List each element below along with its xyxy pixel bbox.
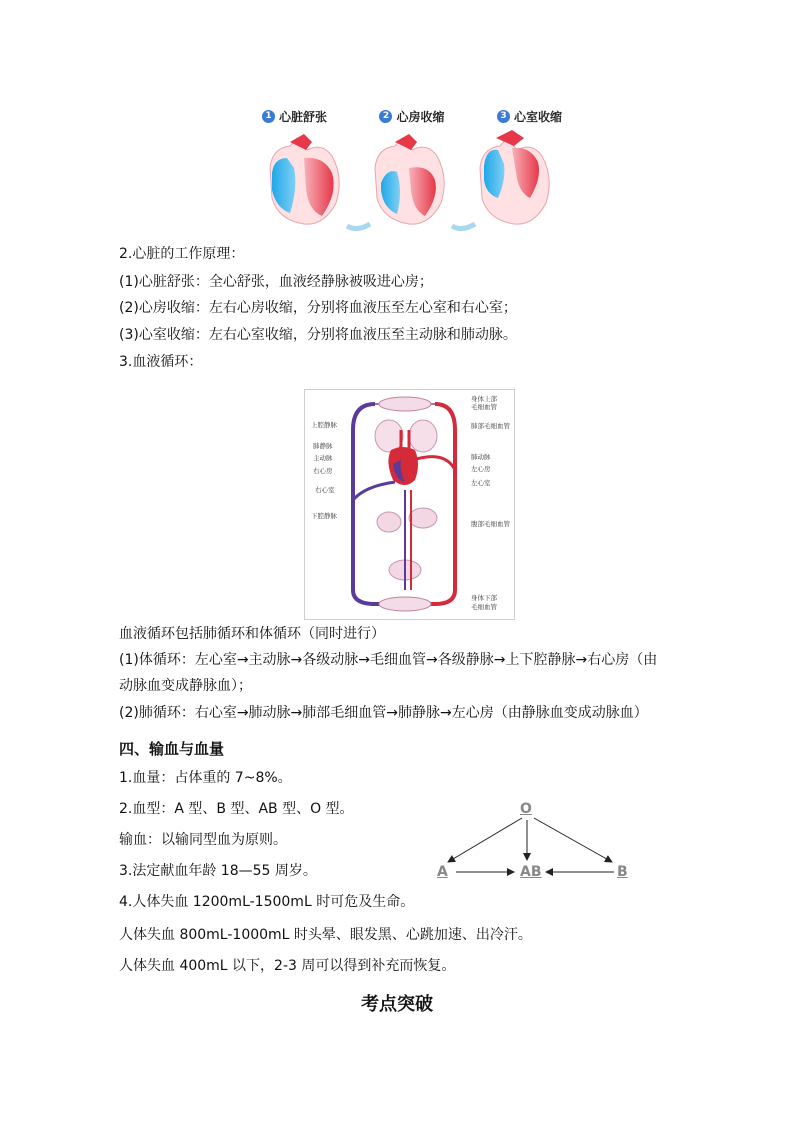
principle-item-2: (2)心房收缩：左右心房收缩，分别将血液压至左心室和右心室；: [119, 300, 517, 316]
blood-loss-3: 人体失血 400mL 以下，2-3 周可以得到补充而恢复。: [119, 958, 456, 974]
blood-volume: 1.血量：占体重的 7~8%。: [119, 770, 292, 786]
heart-stage-2: [379, 107, 444, 125]
systemic-circulation: (1)体循环：左心室→主动脉→各级动脉→毛细血管→各级静脉→上下腔静脉→右心房（由: [119, 652, 658, 668]
circulation-diagram: [304, 389, 515, 620]
label-superior-vena-cava: 上腔静脉: [311, 421, 337, 429]
label-pulmonary-vein: 肺静脉: [313, 442, 333, 450]
label-left-atrium: 左心房: [471, 465, 491, 473]
stage-label: 心房收缩: [396, 109, 445, 124]
label-right-ventricle: 右心室: [315, 486, 335, 494]
label-right-atrium: 右心房: [313, 467, 333, 475]
heart-diastole-icon: [270, 134, 339, 224]
label-inferior-vena-cava: 下腔静脉: [311, 512, 337, 520]
label-upper-capillary: 毛细血管: [471, 403, 497, 411]
systemic-circulation-cont: 动脉血变成静脉血）；: [119, 678, 252, 694]
heart-atrial-systole-icon: [375, 134, 444, 224]
stage-number: 3: [497, 110, 510, 123]
blood-type-a: A: [437, 864, 448, 880]
blood-loss-2: 人体失血 800mL-1000mL 时头晕、眼发黑、心跳加速、出冷汗。: [119, 927, 532, 943]
next-section-title: 考点突破: [361, 994, 433, 1015]
label-upper-body: 身体上部: [471, 395, 497, 403]
heart-stages-illustration: [262, 128, 562, 236]
stage-label: 心脏舒张: [279, 109, 328, 124]
label-lung-capillary: 肺部毛细血管: [471, 422, 510, 430]
transfusion-principle: 输血：以输同型血为原则。: [119, 832, 287, 848]
stage-number: 2: [379, 110, 392, 123]
heart-stage-3: [497, 107, 562, 125]
blood-type-o: O: [520, 801, 532, 817]
blood-loss-1: 4.人体失血 1200mL-1500mL 时可危及生命。: [119, 894, 415, 910]
blood-type-b: B: [617, 864, 628, 880]
heart-stage-labels: [262, 107, 562, 125]
section-heading: 四、输血与血量: [119, 740, 225, 758]
label-lower-body: 身体下部: [471, 594, 497, 602]
arrow-icon: [347, 224, 370, 229]
circulation-title: 3.血液循环：: [119, 354, 203, 370]
stage-number: 1: [262, 110, 275, 123]
donation-age: 3.法定献血年龄 18—55 周岁。: [119, 863, 317, 879]
principle-item-3: (3)心室收缩：左右心室收缩，分别将血液压至主动脉和肺动脉。: [119, 327, 517, 343]
principle-item-1: (1)心脏舒张：全心舒张，血液经静脉被吸进心房；: [119, 274, 433, 290]
circulation-summary: 血液循环包括肺循环和体循环（同时进行）: [119, 626, 385, 642]
label-left-ventricle: 左心室: [471, 479, 491, 487]
blood-types: 2.血型：A 型、B 型、AB 型、O 型。: [119, 801, 354, 817]
stage-label: 心室收缩: [513, 109, 562, 124]
pulmonary-circulation: (2)肺循环：右心室→肺动脉→肺部毛细血管→肺静脉→左心房（由静脉血变成动脉血）: [119, 705, 648, 721]
heart-stage-1: [262, 107, 327, 125]
label-abdomen-capillary: 腹部毛细血管: [471, 520, 510, 528]
principle-title: 2.心脏的工作原理：: [119, 246, 245, 262]
arrow-icon: [452, 224, 475, 229]
label-pulmonary-artery: 肺动脉: [471, 453, 491, 461]
label-aorta: 主动脉: [313, 454, 333, 462]
label-lower-capillary: 毛细血管: [471, 603, 497, 611]
blood-type-ab: AB: [520, 864, 542, 880]
heart-ventricular-systole-icon: [480, 130, 549, 224]
